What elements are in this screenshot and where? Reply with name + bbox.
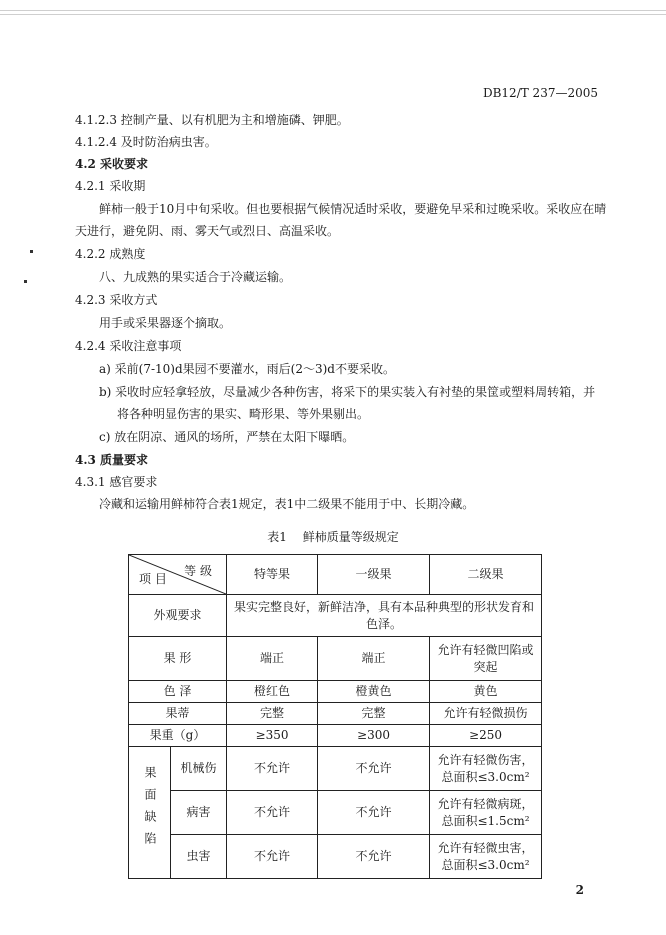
standard-number: DB12/T 237—2005 bbox=[482, 86, 598, 100]
list-item-c: c) 放在阴凉、通风的场所，严禁在太阳下曝晒。 bbox=[99, 430, 355, 444]
quality-grade-table bbox=[128, 554, 542, 879]
clause-4-2-1: 4.2.1 采收期 bbox=[75, 179, 146, 193]
corner-grade-label: 等 级 bbox=[184, 564, 212, 578]
paragraph-4-2-2: 八、九成熟的果实适合于冷藏运输。 bbox=[99, 270, 292, 284]
list-item-b: b) 采收时应轻拿轻放，尽量减少各种伤害，将采下的果实装入有衬垫的果筐或塑料周转箱，并 bbox=[99, 385, 596, 399]
grade-header: 二级果 bbox=[430, 555, 542, 595]
row-label: 果重（g） bbox=[129, 725, 227, 747]
table-corner-cell bbox=[129, 555, 227, 595]
row-label: 果 形 bbox=[129, 637, 227, 681]
table-cell: 完整 bbox=[318, 703, 430, 725]
table-cell: 允许有轻微凹陷或突起 bbox=[430, 637, 542, 681]
paragraph-4-2-3: 用手或采果器逐个摘取。 bbox=[99, 316, 232, 330]
top-rule bbox=[0, 14, 666, 15]
paragraph-4-2-1: 鲜柿一般于10月中旬采收。但也要根据气候情况适时采收，要避免早采和过晚采收。采收应在晴 bbox=[99, 202, 607, 216]
table-caption bbox=[0, 528, 666, 545]
grade-header: 特等果 bbox=[227, 555, 318, 595]
table-cell: 不允许 bbox=[318, 835, 430, 879]
table-cell: 端正 bbox=[227, 637, 318, 681]
clause-4-2-2: 4.2.2 成熟度 bbox=[75, 247, 146, 261]
paragraph-4-2-1-cont: 天进行，避免阴、雨、雾天气或烈日、高温采收。 bbox=[75, 224, 340, 238]
table-cell: 允许有轻微损伤 bbox=[430, 703, 542, 725]
clause-4-2-4: 4.2.4 采收注意事项 bbox=[75, 339, 182, 353]
table-cell: 不允许 bbox=[227, 747, 318, 791]
table-cell: 完整 bbox=[227, 703, 318, 725]
list-item-b-cont: 将各种明显伤害的果实、畸形果、等外果剔出。 bbox=[117, 407, 370, 421]
top-rule bbox=[0, 10, 666, 11]
row-label: 虫害 bbox=[171, 835, 227, 879]
heading-4-3: 4.3 质量要求 bbox=[75, 453, 149, 467]
table-cell: ≥250 bbox=[430, 725, 542, 747]
row-label: 机械伤 bbox=[171, 747, 227, 791]
page-number: 2 bbox=[575, 883, 584, 897]
clause-4-1-2-4: 4.1.2.4 及时防治病虫害。 bbox=[75, 135, 217, 149]
scan-mark bbox=[24, 280, 27, 283]
row-label: 色 泽 bbox=[129, 681, 227, 703]
table-cell: 橙红色 bbox=[227, 681, 318, 703]
table-cell: 不允许 bbox=[227, 835, 318, 879]
grade-header: 一级果 bbox=[318, 555, 430, 595]
row-label: 外观要求 bbox=[129, 595, 227, 637]
table-cell: 黄色 bbox=[430, 681, 542, 703]
table-cell: 不允许 bbox=[318, 747, 430, 791]
list-item-a: a) 采前(7-10)d果园不要灌水，雨后(2～3)d不要采收。 bbox=[99, 362, 395, 376]
row-label: 病害 bbox=[171, 791, 227, 835]
clause-4-1-2-3: 4.1.2.3 控制产量、以有机肥为主和增施磷、钾肥。 bbox=[75, 113, 349, 127]
paragraph-4-3-1: 冷藏和运输用鲜柿符合表1规定，表1中二级果不能用于中、长期冷藏。 bbox=[99, 497, 475, 511]
table-number: 表1 bbox=[267, 530, 287, 544]
table-cell: 允许有轻微伤害，总面积≤3.0cm² bbox=[430, 747, 542, 791]
table-cell: ≥300 bbox=[318, 725, 430, 747]
clause-4-2-3: 4.2.3 采收方式 bbox=[75, 293, 158, 307]
table-cell: 端正 bbox=[318, 637, 430, 681]
heading-4-2: 4.2 采收要求 bbox=[75, 157, 149, 171]
table-title: 鲜柿质量等级规定 bbox=[302, 530, 399, 544]
table-cell: 橙黄色 bbox=[318, 681, 430, 703]
table-cell: 不允许 bbox=[318, 791, 430, 835]
table-cell: 允许有轻微虫害，总面积≤3.0cm² bbox=[430, 835, 542, 879]
corner-item-label: 项 目 bbox=[139, 572, 167, 586]
scan-mark bbox=[30, 250, 33, 253]
clause-4-3-1: 4.3.1 感官要求 bbox=[75, 475, 158, 489]
table-cell: 不允许 bbox=[227, 791, 318, 835]
table-cell: ≥350 bbox=[227, 725, 318, 747]
defect-group-label: 果面缺陷 bbox=[129, 747, 171, 879]
row-label: 果蒂 bbox=[129, 703, 227, 725]
appearance-text: 果实完整良好，新鲜洁净，具有本品种典型的形状发育和色泽。 bbox=[227, 595, 542, 637]
table-cell: 允许有轻微病斑，总面积≤1.5cm² bbox=[430, 791, 542, 835]
